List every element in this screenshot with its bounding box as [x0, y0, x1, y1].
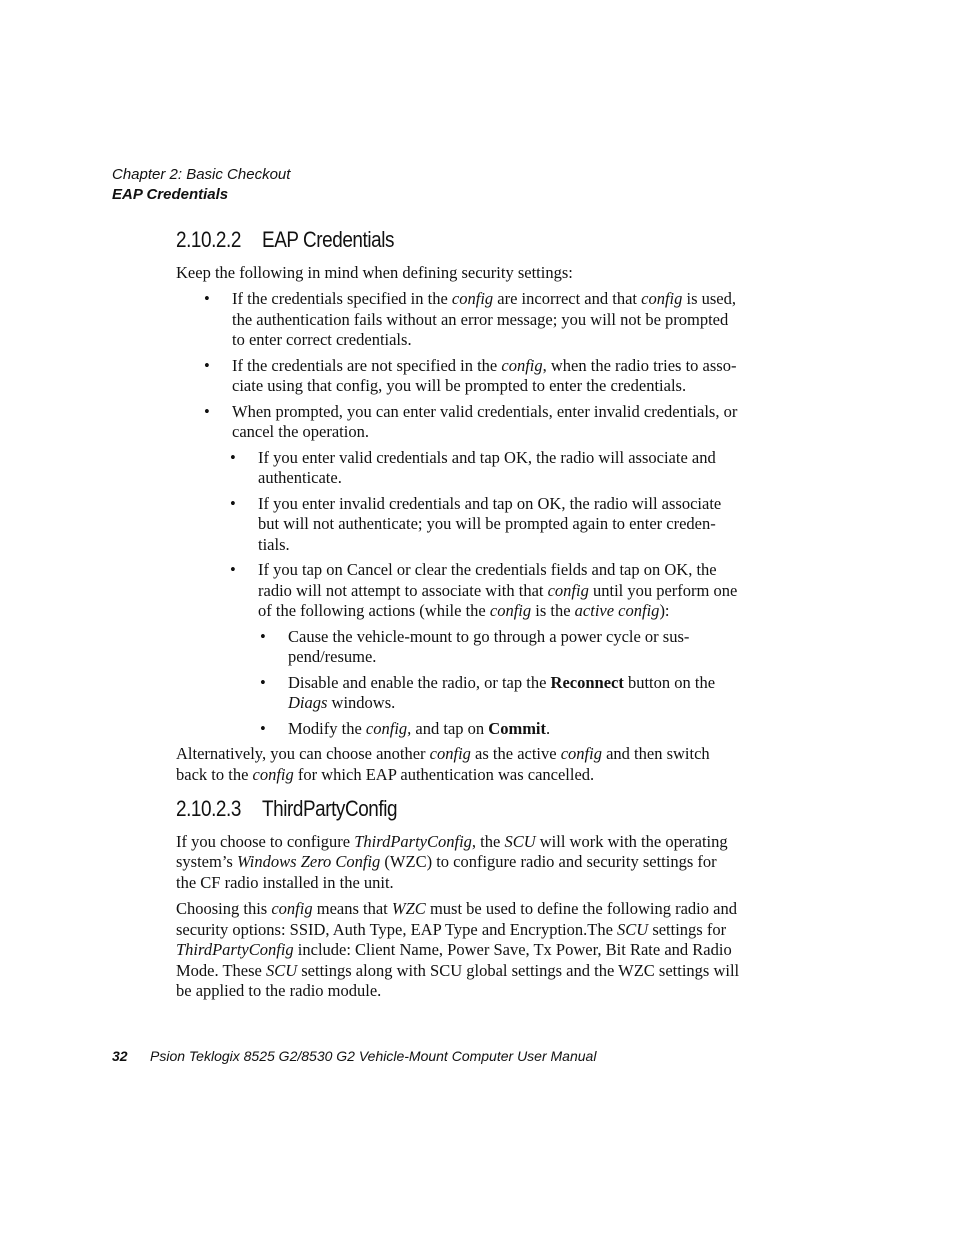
list-item: • When prompted, you can enter valid credentials, enter invalid credentials, or cancel the operation. • If you enter valid credentials and tap OK, the radio will associate and authenticate. • If you enter invalid credentials and tap on OK, the radio will associate but will not authenticate; you will be prompted again to enter creden-tials. • If you tap on Cancel or clear the credentials fields and tap on OK, the radio will not attempt to associate with that config until you perform one of the following actions (while the config is the active config): • Cause the vehicle-mount to go through a power cycle or sus-pend/resume. • Disable and enable the radio, or tap the Reconnect button on the Diags windows. • Modify the config, and tap on Commit. — [232, 402, 740, 740]
page-footer — [112, 1048, 596, 1064]
paragraph: Choosing this config means that WZC must be used to define the following radio and security options: SSID, Auth Type, EAP Type and Encryption.The SCU settings for ThirdPartyConfig include: Client Name, Power Save, Tx Power, Bit Rate and Radio Mode. These SCU settings along with SCU global settings and the WZC settings will be applied to the radio module. — [176, 899, 740, 1000]
list-item: • If you enter valid credentials and tap OK, the radio will associate and authenticate. — [258, 448, 740, 489]
sub-sub-bullet-list — [258, 627, 740, 740]
list-item: • If you tap on Cancel or clear the credentials fields and tap on OK, the radio will not attempt to associate with that config until you perform one of the following actions (while the config is the active config): • Cause the vehicle-mount to go through a power cycle or sus-pend/resume. • Disable and enable the radio, or tap the Reconnect button on the Diags windows. • Modify the config, and tap on Commit. — [258, 560, 740, 739]
list-item: • If you enter invalid credentials and tap on OK, the radio will associate but will not authenticate; you will be prompted again to enter creden-tials. — [258, 494, 740, 556]
list-item: • Cause the vehicle-mount to go through a power cycle or sus-pend/resume. — [288, 627, 740, 668]
list-item: • If the credentials specified in the config are incorrect and that config is used, the authentication fails without an error message; you will not be prompted to enter correct credentials. — [232, 289, 740, 351]
alternative-paragraph: Alternatively, you can choose another config as the active config and then switch back to the config for which EAP authentication was cancelled. — [176, 744, 710, 784]
section-heading-eap-credentials — [176, 227, 661, 252]
list-item: • Modify the config, and tap on Commit. — [288, 719, 740, 740]
page-number: 32 — [112, 1048, 128, 1064]
page-body — [176, 227, 740, 1008]
section-number: 2.10.2.2 — [176, 227, 241, 252]
section-title: ThirdPartyConfig — [262, 796, 398, 821]
bullet-list — [176, 289, 740, 739]
list-item: • If the credentials are not specified in the config, when the radio tries to asso-ciate using that config, you will be prompted to enter the credentials. — [232, 356, 740, 397]
manual-title: Psion Teklogix 8525 G2/8530 G2 Vehicle-Mount Computer User Manual — [150, 1048, 597, 1064]
paragraph: If you choose to configure ThirdPartyConfig, the SCU will work with the operating system’s Windows Zero Config (WZC) to configure radio and security settings for the CF radio installed in the unit. — [176, 831, 728, 892]
sub-bullet-list — [232, 448, 740, 740]
running-header-chapter: Chapter 2: Basic Checkout — [112, 166, 291, 183]
section-title: EAP Credentials — [262, 227, 395, 252]
running-header-section: EAP Credentials — [112, 186, 229, 203]
section-heading-thirdpartyconfig — [176, 796, 661, 821]
intro-paragraph: Keep the following in mind when defining security settings: — [176, 262, 573, 282]
list-item: • Disable and enable the radio, or tap the Reconnect button on the Diags windows. — [288, 673, 740, 714]
section-number: 2.10.2.3 — [176, 796, 241, 821]
